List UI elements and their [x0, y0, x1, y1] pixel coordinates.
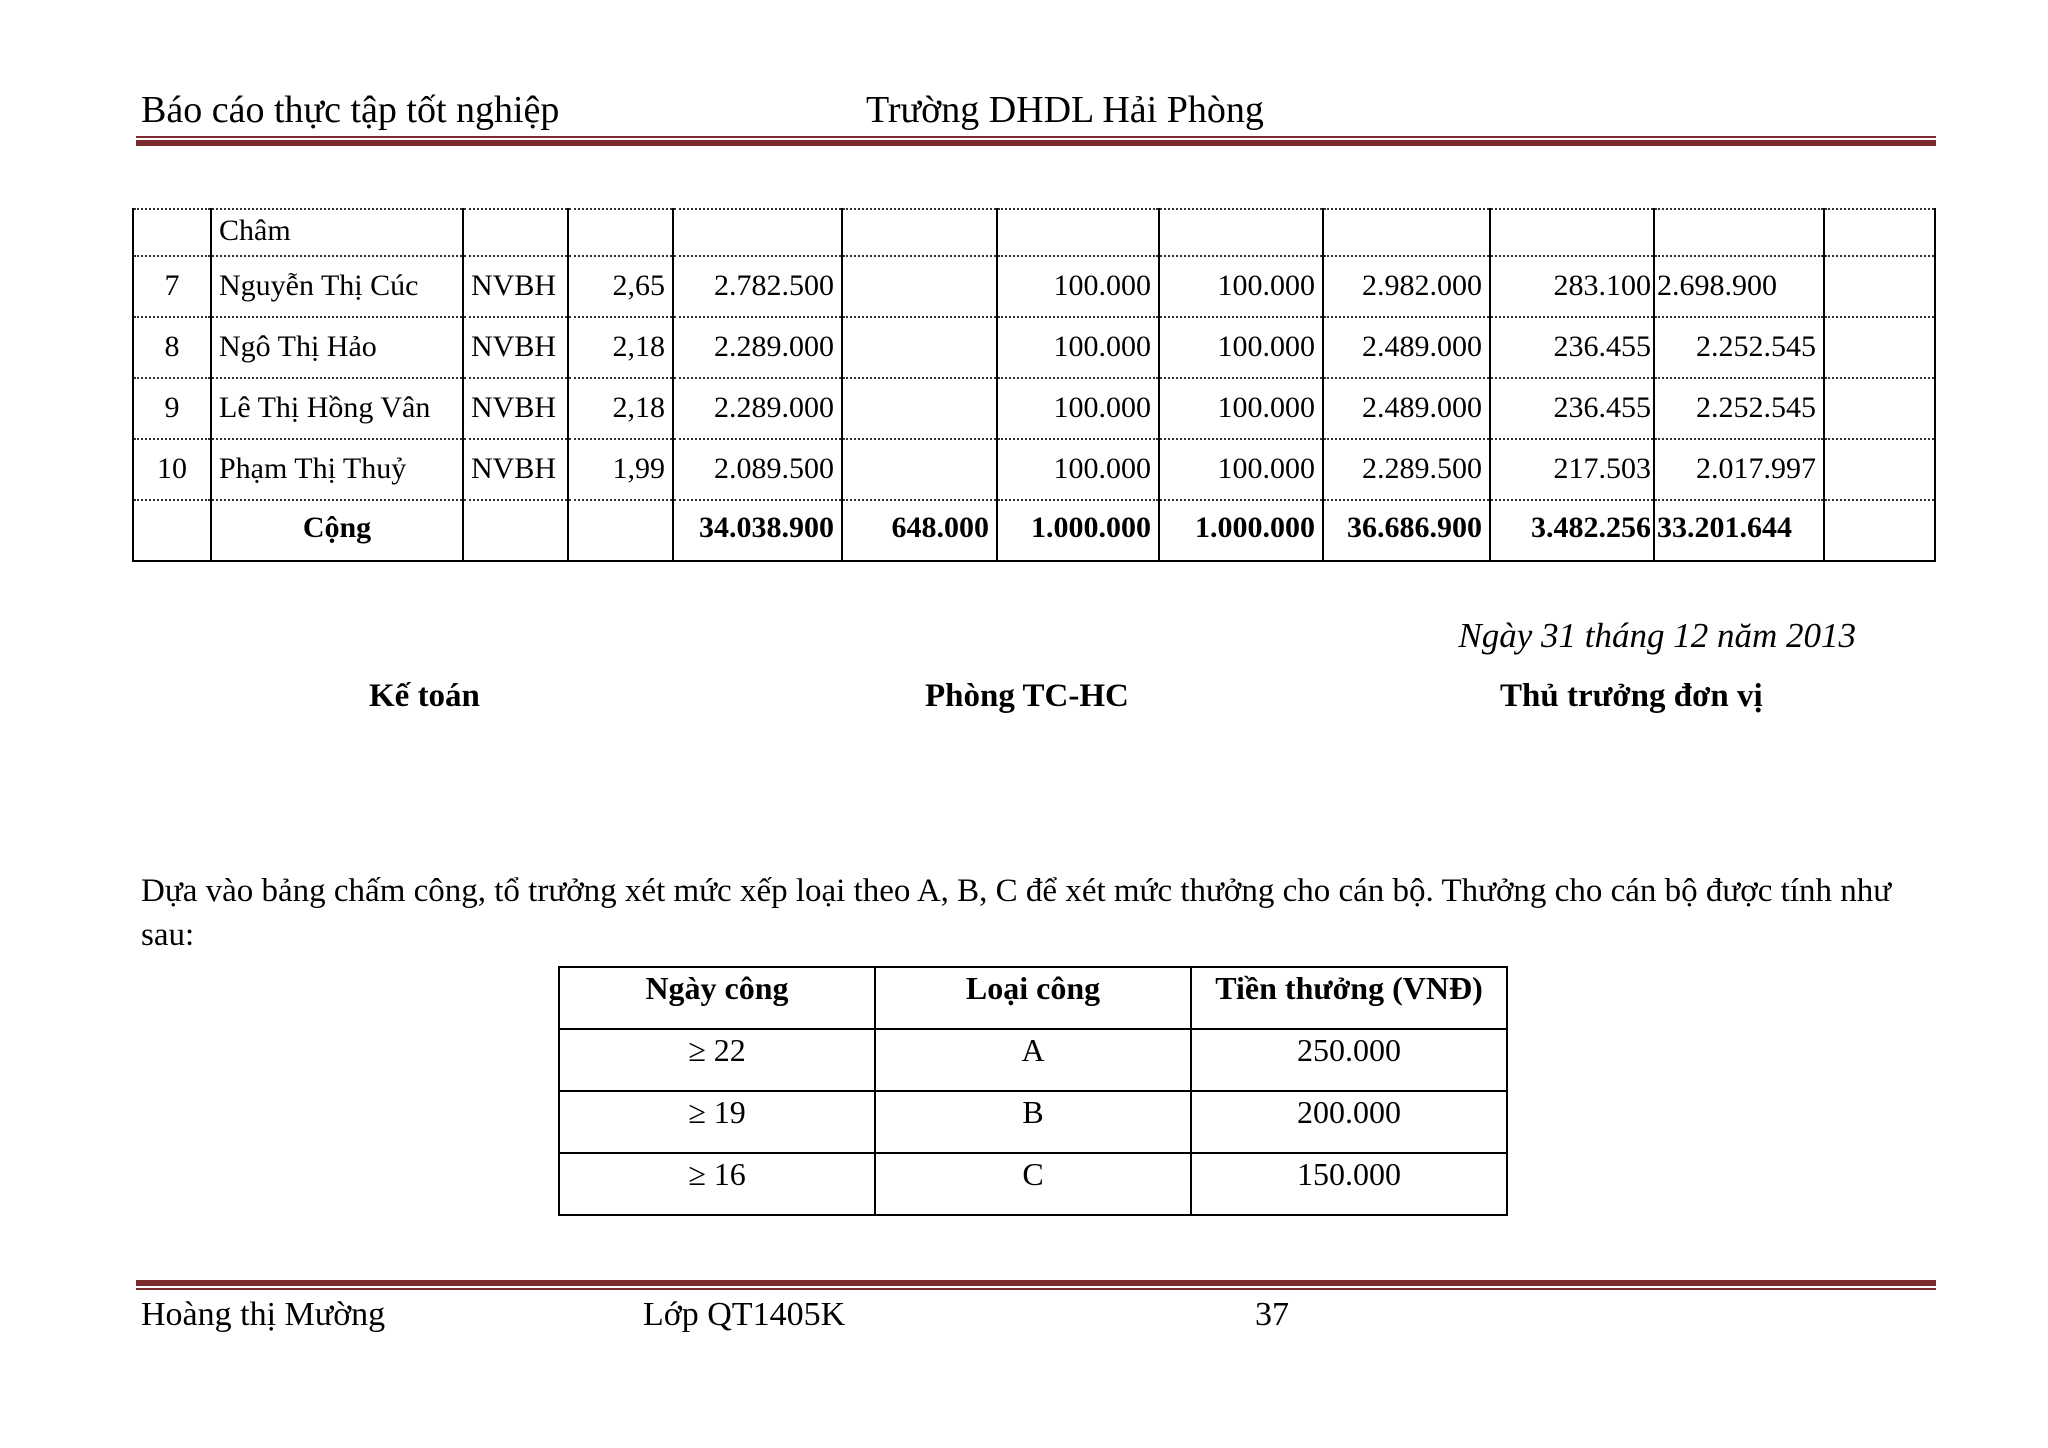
- bonus-table-header: [559, 967, 1507, 1029]
- cell-total-label: Cộng: [211, 500, 463, 561]
- cell-position: NVBH: [463, 378, 568, 439]
- header-work-type: Loại công: [875, 967, 1191, 1029]
- cell-name: Nguyễn Thị Cúc: [211, 256, 463, 317]
- cell-base: 2.289.000: [673, 317, 842, 378]
- table-row: [133, 256, 1935, 317]
- cell-position: NVBH: [463, 439, 568, 500]
- cell-name: Phạm Thị Thuỷ: [211, 439, 463, 500]
- table-row: [133, 439, 1935, 500]
- cell-deduct: 236.455: [1490, 378, 1654, 439]
- cell-c6: [842, 439, 997, 500]
- cell-position: NVBH: [463, 256, 568, 317]
- table-row-total: [133, 500, 1935, 561]
- cell-days: ≥ 22: [559, 1029, 875, 1091]
- header-rule-thin: [136, 136, 1936, 138]
- footer-class: Lớp QT1405K: [643, 1296, 846, 1333]
- cell-no: 9: [133, 378, 211, 439]
- cell-name: Ngô Thị Hảo: [211, 317, 463, 378]
- cell-total: 2.982.000: [1323, 256, 1490, 317]
- cell-coef: 2,18: [568, 317, 673, 378]
- footer-page-number: 37: [1255, 1296, 1289, 1333]
- cell-c8: 100.000: [1159, 378, 1323, 439]
- cell-type: C: [875, 1153, 1191, 1215]
- cell-total: 2.489.000: [1323, 317, 1490, 378]
- signature-date: Ngày 31 tháng 12 năm 2013: [1458, 616, 1856, 655]
- header-report-title: Báo cáo thực tập tốt nghiệp: [141, 89, 560, 131]
- cell-total-c7: 1.000.000: [997, 500, 1159, 561]
- cell-bonus: 200.000: [1191, 1091, 1507, 1153]
- cell-coef: 2,18: [568, 378, 673, 439]
- cell-sign: [1824, 378, 1935, 439]
- cell-total-net: 33.201.644: [1654, 500, 1824, 561]
- body-paragraph: Dựa vào bảng chấm công, tổ trưởng xét mức xếp loại theo A, B, C để xét mức thưởng cho cán bộ. Thưởng cho cán bộ được tính như sau:: [141, 873, 1892, 953]
- cell-deduct: 217.503: [1490, 439, 1654, 500]
- cell-bonus: 250.000: [1191, 1029, 1507, 1091]
- cell-deduct: 236.455: [1490, 317, 1654, 378]
- cell-no: 7: [133, 256, 211, 317]
- cell-base: 2.782.500: [673, 256, 842, 317]
- header-school-name: Trường DHDL Hải Phòng: [866, 89, 1264, 131]
- table-row: [133, 317, 1935, 378]
- cell-c8: 100.000: [1159, 439, 1323, 500]
- footer-author: Hoàng thị Mường: [141, 1296, 386, 1333]
- cell-net: 2.252.545: [1654, 317, 1824, 378]
- cell-total-base: 34.038.900: [673, 500, 842, 561]
- table-row: [133, 378, 1935, 439]
- cell-name: Lê Thị Hồng Vân: [211, 378, 463, 439]
- cell-coef: 2,65: [568, 256, 673, 317]
- cell-c6: [842, 317, 997, 378]
- cell-total-c6: 648.000: [842, 500, 997, 561]
- cell-total: 2.489.000: [1323, 378, 1490, 439]
- cell-net: 2.698.900: [1654, 256, 1824, 317]
- cell-bonus: 150.000: [1191, 1153, 1507, 1215]
- cell-no: 10: [133, 439, 211, 500]
- cell-net: 2.252.545: [1654, 378, 1824, 439]
- table-row: [559, 1029, 1507, 1091]
- footer-rule-thick: [136, 1280, 1936, 1286]
- header-work-days: Ngày công: [559, 967, 875, 1029]
- salary-table: [132, 208, 1936, 562]
- footer-rule-thin: [136, 1288, 1936, 1290]
- table-row-continued: [133, 209, 1935, 256]
- cell-sign: [1824, 317, 1935, 378]
- cell-c6: [842, 378, 997, 439]
- cell-c7: 100.000: [997, 378, 1159, 439]
- table-row: [559, 1091, 1507, 1153]
- cell-c7: 100.000: [997, 317, 1159, 378]
- signature-head: Thủ trưởng đơn vị: [1500, 678, 1763, 714]
- cell-c6: [842, 256, 997, 317]
- header-bonus: Tiền thưởng (VNĐ): [1191, 967, 1507, 1029]
- cell-base: 2.089.500: [673, 439, 842, 500]
- cell-position: NVBH: [463, 317, 568, 378]
- cell-total: 2.289.500: [1323, 439, 1490, 500]
- cell-days: ≥ 19: [559, 1091, 875, 1153]
- cell-base: 2.289.000: [673, 378, 842, 439]
- cell-net: 2.017.997: [1654, 439, 1824, 500]
- cell-no: 8: [133, 317, 211, 378]
- cell-sign: [1824, 256, 1935, 317]
- cell-total-deduct: 3.482.256: [1490, 500, 1654, 561]
- signature-accountant: Kế toán: [369, 678, 480, 714]
- cell-total-c8: 1.000.000: [1159, 500, 1323, 561]
- cell-deduct: 283.100: [1490, 256, 1654, 317]
- cell-c8: 100.000: [1159, 317, 1323, 378]
- cell-c8: 100.000: [1159, 256, 1323, 317]
- cell-type: A: [875, 1029, 1191, 1091]
- cell-name: Châm: [211, 209, 463, 256]
- cell-total-total: 36.686.900: [1323, 500, 1490, 561]
- bonus-table: [558, 966, 1508, 1216]
- signature-department: Phòng TC-HC: [925, 678, 1129, 714]
- cell-c7: 100.000: [997, 439, 1159, 500]
- cell-days: ≥ 16: [559, 1153, 875, 1215]
- header-rule-thick: [136, 140, 1936, 146]
- cell-sign: [1824, 439, 1935, 500]
- table-row: [559, 1153, 1507, 1215]
- cell-c7: 100.000: [997, 256, 1159, 317]
- cell-type: B: [875, 1091, 1191, 1153]
- cell-coef: 1,99: [568, 439, 673, 500]
